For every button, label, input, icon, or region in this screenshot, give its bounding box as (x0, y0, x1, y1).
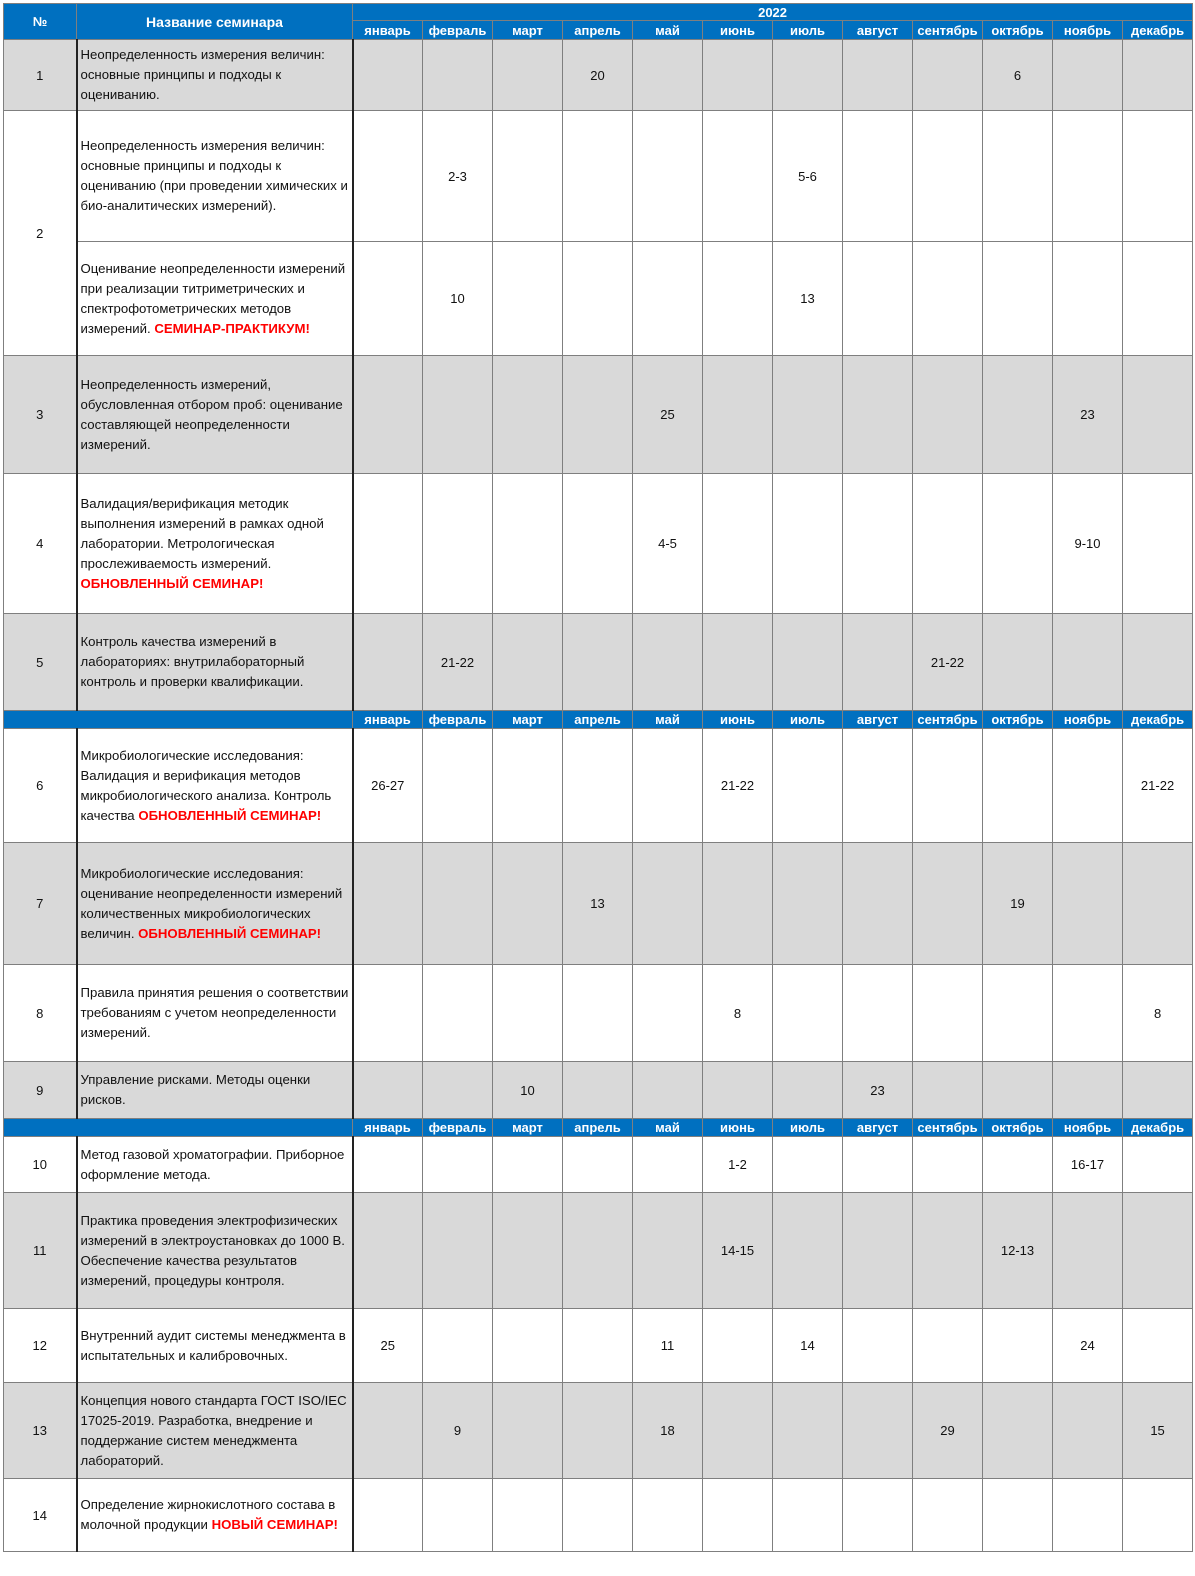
seminar-name (77, 474, 353, 614)
month-label: январь (353, 1119, 423, 1137)
date-cell (633, 242, 703, 356)
date-cell (843, 614, 913, 711)
month-separator-row (4, 1119, 1193, 1137)
date-cell (353, 1383, 423, 1479)
date-cell (633, 843, 703, 965)
date-cell (493, 729, 563, 843)
date-cell (353, 1193, 423, 1309)
seminar-row (4, 474, 1193, 614)
month-label: август (843, 1119, 913, 1137)
date-cell (843, 1383, 913, 1479)
date-cell (493, 1137, 563, 1193)
month-separator-row (4, 711, 1193, 729)
seminar-number: 10 (4, 1137, 77, 1193)
date-cell (423, 729, 493, 843)
seminar-row (4, 729, 1193, 843)
date-cell (983, 1383, 1053, 1479)
date-cell (703, 614, 773, 711)
date-cell (703, 111, 773, 242)
date-cell (913, 965, 983, 1062)
seminar-title-text: Неопределенность измерения величин: основные принципы и подходы к оцениванию (при проведении химических и био-аналитических измерений). (80, 138, 348, 213)
month-header: июнь (703, 21, 773, 40)
date-cell: 2-3 (423, 111, 493, 242)
date-cell (493, 843, 563, 965)
date-cell (353, 614, 423, 711)
seminar-title-text: Внутренний аудит системы менеджмента в испытательных и калибровочных. (80, 1327, 346, 1363)
month-label: декабрь (1123, 711, 1193, 729)
month-label: январь (353, 711, 423, 729)
date-cell: 11 (633, 1309, 703, 1383)
date-cell (913, 242, 983, 356)
date-cell (353, 356, 423, 474)
date-cell (423, 356, 493, 474)
month-label: сентябрь (913, 711, 983, 729)
date-cell: 14 (773, 1309, 843, 1383)
date-cell: 26-27 (353, 729, 423, 843)
date-cell (353, 40, 423, 111)
date-cell (563, 356, 633, 474)
month-label: июнь (703, 1119, 773, 1137)
date-cell (493, 1193, 563, 1309)
month-header: декабрь (1123, 21, 1193, 40)
date-cell (843, 474, 913, 614)
date-cell (633, 1479, 703, 1552)
date-cell: 13 (563, 843, 633, 965)
date-cell (1123, 40, 1193, 111)
seminar-title-text: Определение жирнокислотного состава в молочной продукции (80, 1497, 336, 1532)
seminar-number: 9 (4, 1062, 77, 1119)
seminar-name (77, 1137, 353, 1193)
column-header-seminar-name: Название семинара (77, 4, 353, 40)
date-cell: 21-22 (913, 614, 983, 711)
date-cell (983, 242, 1053, 356)
date-cell (1123, 1137, 1193, 1193)
date-cell (353, 111, 423, 242)
month-header: сентябрь (913, 21, 983, 40)
date-cell (983, 1309, 1053, 1383)
seminar-number: 12 (4, 1309, 77, 1383)
date-cell (1053, 40, 1123, 111)
date-cell: 14-15 (703, 1193, 773, 1309)
date-cell (913, 843, 983, 965)
date-cell (843, 843, 913, 965)
date-cell (1123, 614, 1193, 711)
date-cell (703, 356, 773, 474)
date-cell: 19 (983, 843, 1053, 965)
date-cell (773, 965, 843, 1062)
date-cell (353, 965, 423, 1062)
seminar-title-text: Практика проведения электрофизических измерений в электроустановках до 1000 В. Обеспечение качества результатов измерений, процедуры контроля. (80, 1212, 345, 1288)
date-cell (353, 474, 423, 614)
date-cell (843, 1193, 913, 1309)
seminar-schedule-table (3, 3, 1193, 1552)
date-cell (843, 242, 913, 356)
seminar-title-text: Валидация/верификация методик выполнения измерений в рамках одной лаборатории. Метрологическая прослеживаемость измерений. (80, 495, 324, 571)
date-cell (353, 1479, 423, 1552)
date-cell (563, 1309, 633, 1383)
date-cell (633, 1193, 703, 1309)
seminar-highlight-badge: ОБНОВЛЕННЫЙ СЕМИНАР! (138, 807, 322, 823)
seminar-name (77, 242, 353, 356)
date-cell: 13 (773, 242, 843, 356)
date-cell (493, 40, 563, 111)
date-cell (773, 1383, 843, 1479)
month-label: ноябрь (1053, 711, 1123, 729)
date-cell (493, 356, 563, 474)
date-cell (913, 1309, 983, 1383)
date-cell (493, 614, 563, 711)
date-cell (1053, 729, 1123, 843)
date-cell (703, 1309, 773, 1383)
date-cell (1123, 1309, 1193, 1383)
date-cell: 20 (563, 40, 633, 111)
date-cell (1053, 614, 1123, 711)
date-cell (913, 1062, 983, 1119)
seminar-row (4, 1383, 1193, 1479)
month-header: май (633, 21, 703, 40)
date-cell (843, 1137, 913, 1193)
date-cell (563, 1479, 633, 1552)
date-cell (1053, 965, 1123, 1062)
date-cell (773, 1062, 843, 1119)
month-label: октябрь (983, 711, 1053, 729)
date-cell (983, 729, 1053, 843)
date-cell (423, 1309, 493, 1383)
month-header: февраль (423, 21, 493, 40)
date-cell (563, 1383, 633, 1479)
month-label: май (633, 711, 703, 729)
date-cell: 21-22 (423, 614, 493, 711)
month-label: март (493, 1119, 563, 1137)
seminar-row (4, 40, 1193, 111)
month-header: октябрь (983, 21, 1053, 40)
seminar-number: 1 (4, 40, 77, 111)
date-cell (983, 1137, 1053, 1193)
date-cell (633, 1137, 703, 1193)
seminar-name (77, 965, 353, 1062)
date-cell (633, 965, 703, 1062)
date-cell (773, 474, 843, 614)
seminar-number: 14 (4, 1479, 77, 1552)
date-cell: 8 (703, 965, 773, 1062)
date-cell (423, 1137, 493, 1193)
month-header: март (493, 21, 563, 40)
seminar-title-text: Неопределенность измерения величин: основные принципы и подходы к оцениванию. (80, 47, 325, 102)
date-cell: 9-10 (1053, 474, 1123, 614)
date-cell (983, 111, 1053, 242)
month-header: июль (773, 21, 843, 40)
month-label: февраль (423, 711, 493, 729)
seminar-number: 5 (4, 614, 77, 711)
seminar-row (4, 1309, 1193, 1383)
date-cell (773, 1479, 843, 1552)
date-cell (703, 1383, 773, 1479)
date-cell (773, 40, 843, 111)
seminar-row (4, 356, 1193, 474)
month-label: август (843, 711, 913, 729)
date-cell (983, 356, 1053, 474)
month-label: ноябрь (1053, 1119, 1123, 1137)
date-cell (913, 1137, 983, 1193)
seminar-number: 3 (4, 356, 77, 474)
date-cell (1123, 242, 1193, 356)
date-cell (703, 843, 773, 965)
date-cell (1123, 1193, 1193, 1309)
date-cell (1053, 1383, 1123, 1479)
date-cell (843, 1479, 913, 1552)
month-label: июль (773, 711, 843, 729)
seminar-name (77, 1193, 353, 1309)
date-cell (1123, 843, 1193, 965)
date-cell (843, 729, 913, 843)
seminar-row (4, 843, 1193, 965)
seminar-number: 8 (4, 965, 77, 1062)
separator-blank (4, 711, 353, 729)
date-cell (353, 1062, 423, 1119)
seminar-name (77, 40, 353, 111)
seminar-number: 4 (4, 474, 77, 614)
seminar-row (4, 1137, 1193, 1193)
date-cell (983, 1062, 1053, 1119)
date-cell (563, 242, 633, 356)
date-cell: 6 (983, 40, 1053, 111)
date-cell (703, 474, 773, 614)
seminar-title-text: Микробиологические исследования: оценивание неопределенности измерений количественных микробиологических величин. (80, 865, 343, 941)
date-cell (633, 1062, 703, 1119)
seminar-title-text: Концепция нового стандарта ГОСТ ISO/IEC 17025-2019. Разработка, внедрение и поддержание систем менеджмента лабораторий. (80, 1392, 347, 1468)
date-cell (773, 356, 843, 474)
seminar-highlight-badge: СЕМИНАР-ПРАКТИКУМ! (154, 320, 310, 336)
date-cell (1053, 1062, 1123, 1119)
date-cell (913, 729, 983, 843)
date-cell (563, 1137, 633, 1193)
month-header: ноябрь (1053, 21, 1123, 40)
date-cell (493, 1479, 563, 1552)
month-label: июль (773, 1119, 843, 1137)
month-label: октябрь (983, 1119, 1053, 1137)
date-cell (843, 356, 913, 474)
date-cell (913, 356, 983, 474)
date-cell (1053, 843, 1123, 965)
seminar-number: 6 (4, 729, 77, 843)
date-cell: 24 (1053, 1309, 1123, 1383)
date-cell (773, 614, 843, 711)
date-cell (773, 843, 843, 965)
seminar-name (77, 614, 353, 711)
date-cell: 21-22 (1123, 729, 1193, 843)
seminar-row (4, 242, 1193, 356)
date-cell (773, 1137, 843, 1193)
seminar-name (77, 1062, 353, 1119)
date-cell (843, 111, 913, 242)
date-cell (843, 1309, 913, 1383)
date-cell: 12-13 (983, 1193, 1053, 1309)
seminar-name (77, 729, 353, 843)
seminar-row (4, 614, 1193, 711)
date-cell (563, 1193, 633, 1309)
date-cell: 23 (843, 1062, 913, 1119)
seminar-number: 11 (4, 1193, 77, 1309)
date-cell (913, 1193, 983, 1309)
date-cell (913, 40, 983, 111)
date-cell (983, 1479, 1053, 1552)
date-cell (423, 1062, 493, 1119)
date-cell (423, 40, 493, 111)
seminar-name (77, 1479, 353, 1552)
month-label: март (493, 711, 563, 729)
seminar-title-text: Оценивание неопределенности измерений при реализации титриметрических и спектрофотометрических методов измерений. (80, 260, 346, 336)
date-cell (843, 40, 913, 111)
month-label: декабрь (1123, 1119, 1193, 1137)
date-cell: 4-5 (633, 474, 703, 614)
date-cell: 5-6 (773, 111, 843, 242)
date-cell: 29 (913, 1383, 983, 1479)
date-cell (633, 111, 703, 242)
date-cell (1053, 111, 1123, 242)
month-label: апрель (563, 1119, 633, 1137)
date-cell (423, 843, 493, 965)
date-cell (353, 242, 423, 356)
date-cell (703, 242, 773, 356)
date-cell (493, 1383, 563, 1479)
seminar-title-text: Управление рисками. Методы оценки рисков. (80, 1072, 311, 1107)
seminar-row (4, 1479, 1193, 1552)
date-cell (983, 474, 1053, 614)
date-cell (353, 1137, 423, 1193)
date-cell (1123, 356, 1193, 474)
seminar-title-text: Метод газовой хроматографии. Приборное оформление метода. (80, 1146, 345, 1182)
date-cell (353, 843, 423, 965)
date-cell: 25 (353, 1309, 423, 1383)
seminar-row (4, 1193, 1193, 1309)
date-cell (1123, 1479, 1193, 1552)
date-cell (493, 242, 563, 356)
seminar-highlight-badge: ОБНОВЛЕННЫЙ СЕМИНАР! (80, 575, 264, 591)
seminar-title-text: Правила принятия решения о соответствии требованиям с учетом неопределенности измерений. (80, 985, 349, 1040)
date-cell (1123, 1062, 1193, 1119)
year-header: 2022 (353, 4, 1193, 21)
seminar-title-text: Неопределенность измерений, обусловленная отбором проб: оценивание составляющей неопределенности измерений. (80, 376, 343, 452)
date-cell (493, 965, 563, 1062)
date-cell (1053, 1479, 1123, 1552)
seminar-name (77, 1383, 353, 1479)
separator-blank (4, 1119, 353, 1137)
date-cell (703, 1062, 773, 1119)
month-header: апрель (563, 21, 633, 40)
date-cell: 1-2 (703, 1137, 773, 1193)
date-cell (423, 1193, 493, 1309)
date-cell (493, 111, 563, 242)
seminar-name (77, 111, 353, 242)
date-cell (563, 474, 633, 614)
date-cell (563, 614, 633, 711)
seminar-name (77, 356, 353, 474)
date-cell (773, 1193, 843, 1309)
date-cell: 23 (1053, 356, 1123, 474)
date-cell (913, 1479, 983, 1552)
date-cell (1053, 1193, 1123, 1309)
seminar-number: 13 (4, 1383, 77, 1479)
date-cell (563, 729, 633, 843)
month-header: январь (353, 21, 423, 40)
date-cell: 25 (633, 356, 703, 474)
date-cell (563, 1062, 633, 1119)
date-cell (1123, 111, 1193, 242)
date-cell (423, 965, 493, 1062)
date-cell (703, 40, 773, 111)
month-label: сентябрь (913, 1119, 983, 1137)
month-label: апрель (563, 711, 633, 729)
date-cell (1053, 242, 1123, 356)
date-cell: 9 (423, 1383, 493, 1479)
seminar-rows (4, 40, 1193, 1552)
seminar-row (4, 1062, 1193, 1119)
date-cell: 15 (1123, 1383, 1193, 1479)
month-label: февраль (423, 1119, 493, 1137)
date-cell (493, 474, 563, 614)
date-cell (913, 474, 983, 614)
date-cell: 21-22 (703, 729, 773, 843)
date-cell: 8 (1123, 965, 1193, 1062)
date-cell (773, 729, 843, 843)
date-cell (423, 1479, 493, 1552)
column-header-number: № (4, 4, 77, 40)
seminar-title-text: Микробиологические исследования: Валидация и верификация методов микробиологического анализа. Контроль качества (80, 747, 332, 823)
date-cell (843, 965, 913, 1062)
date-cell: 10 (423, 242, 493, 356)
seminar-title-text: Контроль качества измерений в лабораториях: внутрилабораторный контроль и проверки квалификации. (80, 634, 305, 689)
date-cell (563, 111, 633, 242)
date-cell (493, 1309, 563, 1383)
seminar-row (4, 111, 1193, 242)
seminar-highlight-badge: ОБНОВЛЕННЫЙ СЕМИНАР! (138, 925, 322, 941)
date-cell (1123, 474, 1193, 614)
seminar-number: 2 (4, 111, 77, 356)
seminar-number: 7 (4, 843, 77, 965)
date-cell: 10 (493, 1062, 563, 1119)
date-cell (633, 40, 703, 111)
seminar-highlight-badge: НОВЫЙ СЕМИНАР! (211, 1517, 338, 1532)
month-header: август (843, 21, 913, 40)
date-cell: 18 (633, 1383, 703, 1479)
date-cell (703, 1479, 773, 1552)
date-cell (633, 729, 703, 843)
date-cell (913, 111, 983, 242)
month-label: май (633, 1119, 703, 1137)
date-cell (633, 614, 703, 711)
date-cell (423, 474, 493, 614)
date-cell: 16-17 (1053, 1137, 1123, 1193)
month-label: июнь (703, 711, 773, 729)
seminar-name (77, 843, 353, 965)
date-cell (983, 614, 1053, 711)
date-cell (983, 965, 1053, 1062)
seminar-row (4, 965, 1193, 1062)
seminar-name (77, 1309, 353, 1383)
date-cell (563, 965, 633, 1062)
